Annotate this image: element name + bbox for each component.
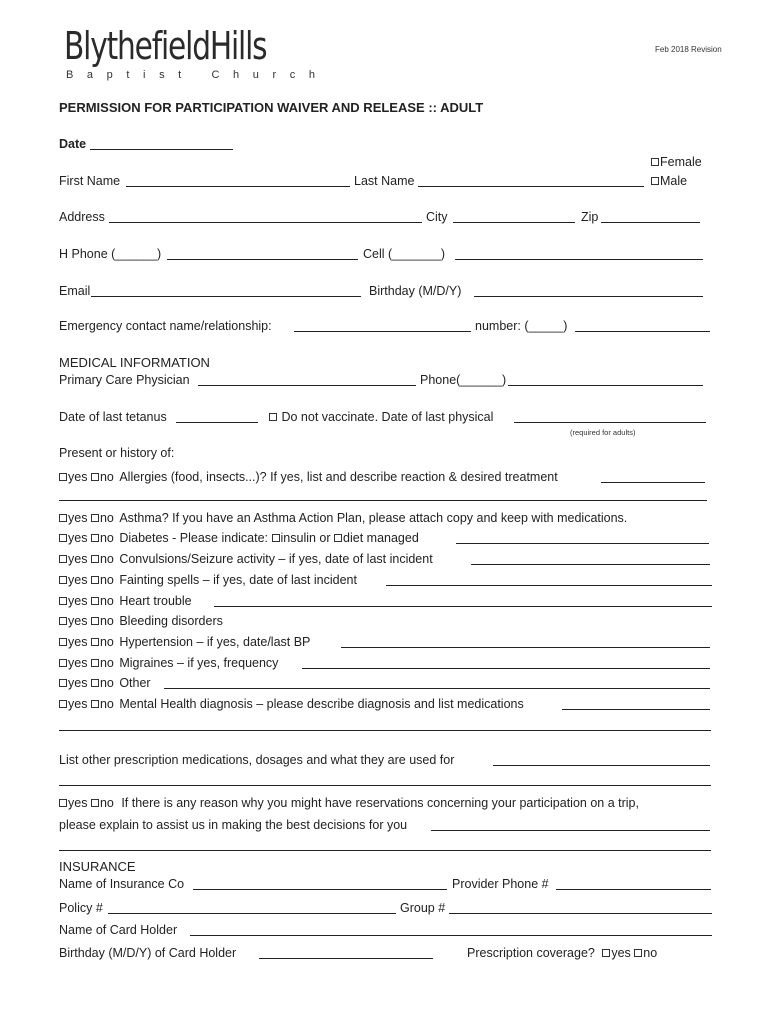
hypertension-row: yes no Hypertension – if yes, date/last BP [59,635,310,650]
present-history-label: Present or history of: [59,446,175,460]
convulsions-row: yes no Convulsions/Seizure activity – if yes, date of last incident [59,552,433,567]
fainting-no-checkbox[interactable] [91,576,99,584]
asthma-yes-checkbox[interactable] [59,514,67,522]
reservations-no-checkbox[interactable] [91,799,99,807]
mental-health-field-2[interactable] [59,730,711,731]
policy-label: Policy # [59,901,103,915]
male-checkbox[interactable] [651,177,659,185]
bleeding-label: Bleeding disorders [119,614,223,628]
male-option[interactable]: Male [651,174,687,189]
other-row: yes no Other [59,676,151,691]
emergency-number-label: number: (_____) [475,319,568,333]
fainting-yes-checkbox[interactable] [59,576,67,584]
other-yes-checkbox[interactable] [59,679,67,687]
heart-row: yes no Heart trouble [59,594,192,609]
home-phone-label: H Phone (______) [59,247,162,261]
tetanus-field[interactable] [176,422,258,423]
physical-date-field[interactable] [514,422,706,423]
heart-yes-checkbox[interactable] [59,597,67,605]
diabetes-yes-checkbox[interactable] [59,534,67,542]
required-note: (required for adults) [570,428,636,437]
revision-date: Feb 2018 Revision [655,45,722,54]
group-field[interactable] [449,913,712,914]
insulin-checkbox[interactable] [272,534,280,542]
card-holder-birthday-label: Birthday (M/D/Y) of Card Holder [59,946,237,960]
form-title: PERMISSION FOR PARTICIPATION WAIVER AND RELEASE :: ADULT [59,100,484,115]
heart-label: Heart trouble [119,594,192,608]
allergies-label: Allergies (food, insects...)? If yes, list and describe reaction & desired treatment [119,470,558,484]
birthday-field[interactable] [474,296,703,297]
other-meds-label: List other prescription medications, dosages and what they are used for [59,753,455,767]
fainting-label: Fainting spells – if yes, date of last incident [119,573,357,587]
email-label: Email [59,284,91,298]
mental-health-row: yes no Mental Health diagnosis – please describe diagnosis and list medications [59,697,524,712]
no-vaccinate-option[interactable]: Do not vaccinate. Date of last physical [269,410,493,425]
emergency-contact-field[interactable] [294,331,471,332]
convulsions-field[interactable] [471,564,710,565]
zip-label: Zip [581,210,599,224]
insurance-company-field[interactable] [193,889,447,890]
other-meds-field[interactable] [493,765,710,766]
heart-no-checkbox[interactable] [91,597,99,605]
migraines-field[interactable] [302,668,710,669]
reservations-field[interactable] [431,830,710,831]
reservations-yes-checkbox[interactable] [59,799,67,807]
insurance-heading: INSURANCE [59,859,136,874]
church-logo: BlythefieldHills [64,24,267,68]
asthma-label: Asthma? If you have an Asthma Action Plan, please attach copy and keep with medications. [119,511,628,525]
provider-phone-label: Provider Phone # [452,877,549,891]
no-vaccinate-checkbox[interactable] [269,413,277,421]
migraines-row: yes no Migraines – if yes, frequency [59,656,278,671]
physician-phone-field[interactable] [508,385,703,386]
asthma-no-checkbox[interactable] [91,514,99,522]
email-field[interactable] [91,296,361,297]
hypertension-field[interactable] [341,647,710,648]
other-meds-field-2[interactable] [59,785,711,786]
convulsions-yes-checkbox[interactable] [59,555,67,563]
insurance-company-label: Name of Insurance Co [59,877,185,891]
cell-label: Cell (_______) [363,247,445,261]
date-field[interactable] [90,149,233,150]
provider-phone-field[interactable] [556,889,711,890]
other-field[interactable] [164,688,710,689]
mental-no-checkbox[interactable] [91,700,99,708]
tetanus-label: Date of last tetanus [59,410,167,424]
hypertension-label: Hypertension – if yes, date/last BP [119,635,311,649]
reservations-label: If there is any reason why you might have reservations concerning your participation on a trip, [121,796,639,810]
fainting-row: yes no Fainting spells – if yes, date of last incident [59,573,357,588]
allergies-field[interactable] [601,482,705,483]
other-no-checkbox[interactable] [91,679,99,687]
first-name-field[interactable] [126,186,350,187]
medical-heading: MEDICAL INFORMATION [59,355,210,370]
emergency-contact-label: Emergency contact name/relationship: [59,319,272,333]
bleeding-no-checkbox[interactable] [91,617,99,625]
birthday-label: Birthday (M/D/Y) [369,284,462,298]
city-field[interactable] [453,222,575,223]
group-label: Group # [400,901,446,915]
bleeding-row: yes no Bleeding disorders [59,614,223,629]
female-checkbox[interactable] [651,158,659,166]
mental-yes-checkbox[interactable] [59,700,67,708]
address-label: Address [59,210,105,224]
reservations-label-2: please explain to assist us in making the best decisions for you [59,818,408,832]
prescription-coverage-label: Prescription coverage? [467,946,595,960]
last-name-field[interactable] [418,186,644,187]
prescription-yes-checkbox[interactable] [602,949,610,957]
migraines-label: Migraines – if yes, frequency [119,656,279,670]
prescription-coverage-row: Prescription coverage? yes no [467,946,658,960]
reservations-row: yes no If there is any reason why you might have reservations concerning your participation on a trip, [59,796,639,811]
physician-label: Primary Care Physician [59,373,190,387]
allergies-no-checkbox[interactable] [91,473,99,481]
female-option[interactable]: Female [651,155,702,170]
other-label: Other [119,676,151,690]
card-holder-birthday-field[interactable] [259,958,433,959]
heart-field[interactable] [214,606,712,607]
allergies-row: yes no Allergies (food, insects...)? If yes, list and describe reaction & desired treatment [59,470,558,485]
address-field[interactable] [109,222,422,223]
diabetes-no-checkbox[interactable] [91,534,99,542]
bleeding-yes-checkbox[interactable] [59,617,67,625]
migraines-yes-checkbox[interactable] [59,659,67,667]
diabetes-field[interactable] [456,543,709,544]
reservations-field-2[interactable] [59,850,711,851]
allergies-field-2[interactable] [59,500,707,501]
prescription-no-checkbox[interactable] [634,949,642,957]
cell-field[interactable] [455,259,703,260]
home-phone-field[interactable] [167,259,358,260]
date-label: Date [59,137,87,151]
fainting-field[interactable] [386,585,712,586]
physician-field[interactable] [198,385,416,386]
first-name-label: First Name [59,174,121,188]
convulsions-no-checkbox[interactable] [91,555,99,563]
diet-checkbox[interactable] [334,534,342,542]
diabetes-label: Diabetes - Please indicate: [119,531,269,545]
zip-field[interactable] [601,222,700,223]
physician-phone-label: Phone(______) [420,373,507,387]
last-name-label: Last Name [354,174,415,188]
diabetes-row: yes no Diabetes - Please indicate: insulin or diet managed [59,531,419,546]
migraines-no-checkbox[interactable] [91,659,99,667]
mental-health-field[interactable] [562,709,710,710]
card-holder-label: Name of Card Holder [59,923,178,937]
asthma-row: yes no Asthma? If you have an Asthma Action Plan, please attach copy and keep with medications. [59,511,627,526]
hypertension-no-checkbox[interactable] [91,638,99,646]
policy-field[interactable] [108,913,396,914]
mental-health-label: Mental Health diagnosis – please describe diagnosis and list medications [119,697,524,711]
church-logo-subtitle: Baptist Church [66,69,329,81]
convulsions-label: Convulsions/Seizure activity – if yes, date of last incident [119,552,433,566]
hypertension-yes-checkbox[interactable] [59,638,67,646]
card-holder-field[interactable] [190,935,712,936]
city-label: City [426,210,448,224]
allergies-yes-checkbox[interactable] [59,473,67,481]
emergency-number-field[interactable] [575,331,710,332]
